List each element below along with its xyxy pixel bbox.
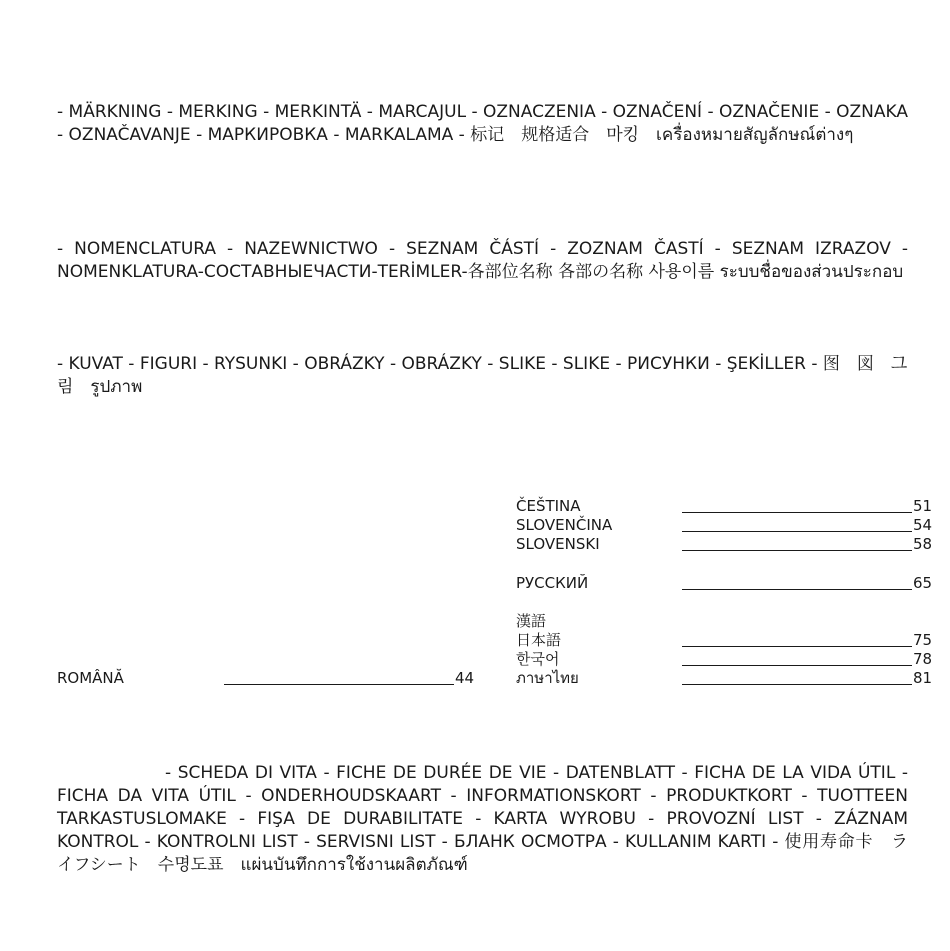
toc-leader-line (682, 631, 912, 647)
toc-leader-line (682, 516, 912, 532)
lifesheet-text: - SCHEDA DI VITA - FICHE DE DURÉE DE VIE - DATENBLATT - FICHA DE LA VIDA ÚTIL - FICHA DA VITA ÚTIL - ONDERHOUDSKAART - INFORMATIONSKORT - PRODUKTKORT - TUOTTEEN TARKASTUSLOMAKE - FIŞA DE DURABILITATE - KARTA WYROBU - PROVOZNÍ LIST - ZÁZNAM KONTROL - KONTROLNI LIST - SERVISNI LIST - БЛАНК ОСМОТРА - KULLANIM KARTI - 使用寿命卡 ライフシート 수명도표 แผ่นบันทึกการใช้งานผลิตภัณฑ์ (57, 763, 908, 875)
toc-leader-line (682, 497, 912, 513)
toc-language: 漢語 (516, 612, 547, 630)
toc-language: ROMÂNĂ (57, 669, 124, 687)
nomenclature-heading: - NOMENCLATURA - NAZEWNICTWO - SEZNAM ČÁSTÍ - ZOZNAM ČASTÍ - SEZNAM IZRAZOV - NOMENKLATURA-СОСТАВНЫЕЧАСТИ-TERİMLER-各部位名称 各部の名称 사용이름 ระบบชื่อของส่วนประกอบ (57, 239, 908, 282)
toc-language: SLOVENSKI (516, 535, 600, 553)
toc-leader-line (682, 535, 912, 551)
lifesheet-heading (57, 762, 908, 877)
toc-page-number: 65 (913, 574, 933, 592)
toc-page-number: 75 (913, 631, 933, 649)
toc-leader-line (682, 574, 912, 590)
toc-language: SLOVENČINA (516, 516, 613, 534)
toc-language: ภาษาไทย (516, 669, 579, 687)
toc-language: ČEŠTINA (516, 497, 581, 515)
toc-page-number: 81 (913, 669, 933, 687)
toc-leader-line (682, 650, 912, 666)
toc-page-number: 58 (913, 535, 933, 553)
toc-leader-line (682, 669, 912, 685)
toc-leader-line (224, 669, 454, 685)
figures-heading: - KUVAT - FIGURI - RYSUNKI - OBRÁZKY - OBRÁZKY - SLIKE - SLIKE - РИСУНКИ - ŞEKİLLER - 图 図 그림 รูปภาพ (57, 354, 908, 397)
toc-page-number: 44 (455, 669, 475, 687)
toc-language: 日本語 (516, 631, 562, 649)
toc-page-number: 78 (913, 650, 933, 668)
toc-language: РУССКИЙ (516, 574, 589, 592)
toc-page-number: 51 (913, 497, 933, 515)
toc-page-number: 54 (913, 516, 933, 534)
marking-heading: - MÄRKNING - MERKING - MERKINTÄ - MARCAJUL - OZNACZENIA - OZNAČENÍ - OZNAČENIE - OZNAKA - OZNAČAVANJE - МАРКИРОВКА - MARKALAMA - 标记 规格适合 마킹 เครื่องหมายสัญลักษณ์ต่างๆ (57, 102, 908, 145)
toc-language: 한국어 (516, 650, 560, 668)
